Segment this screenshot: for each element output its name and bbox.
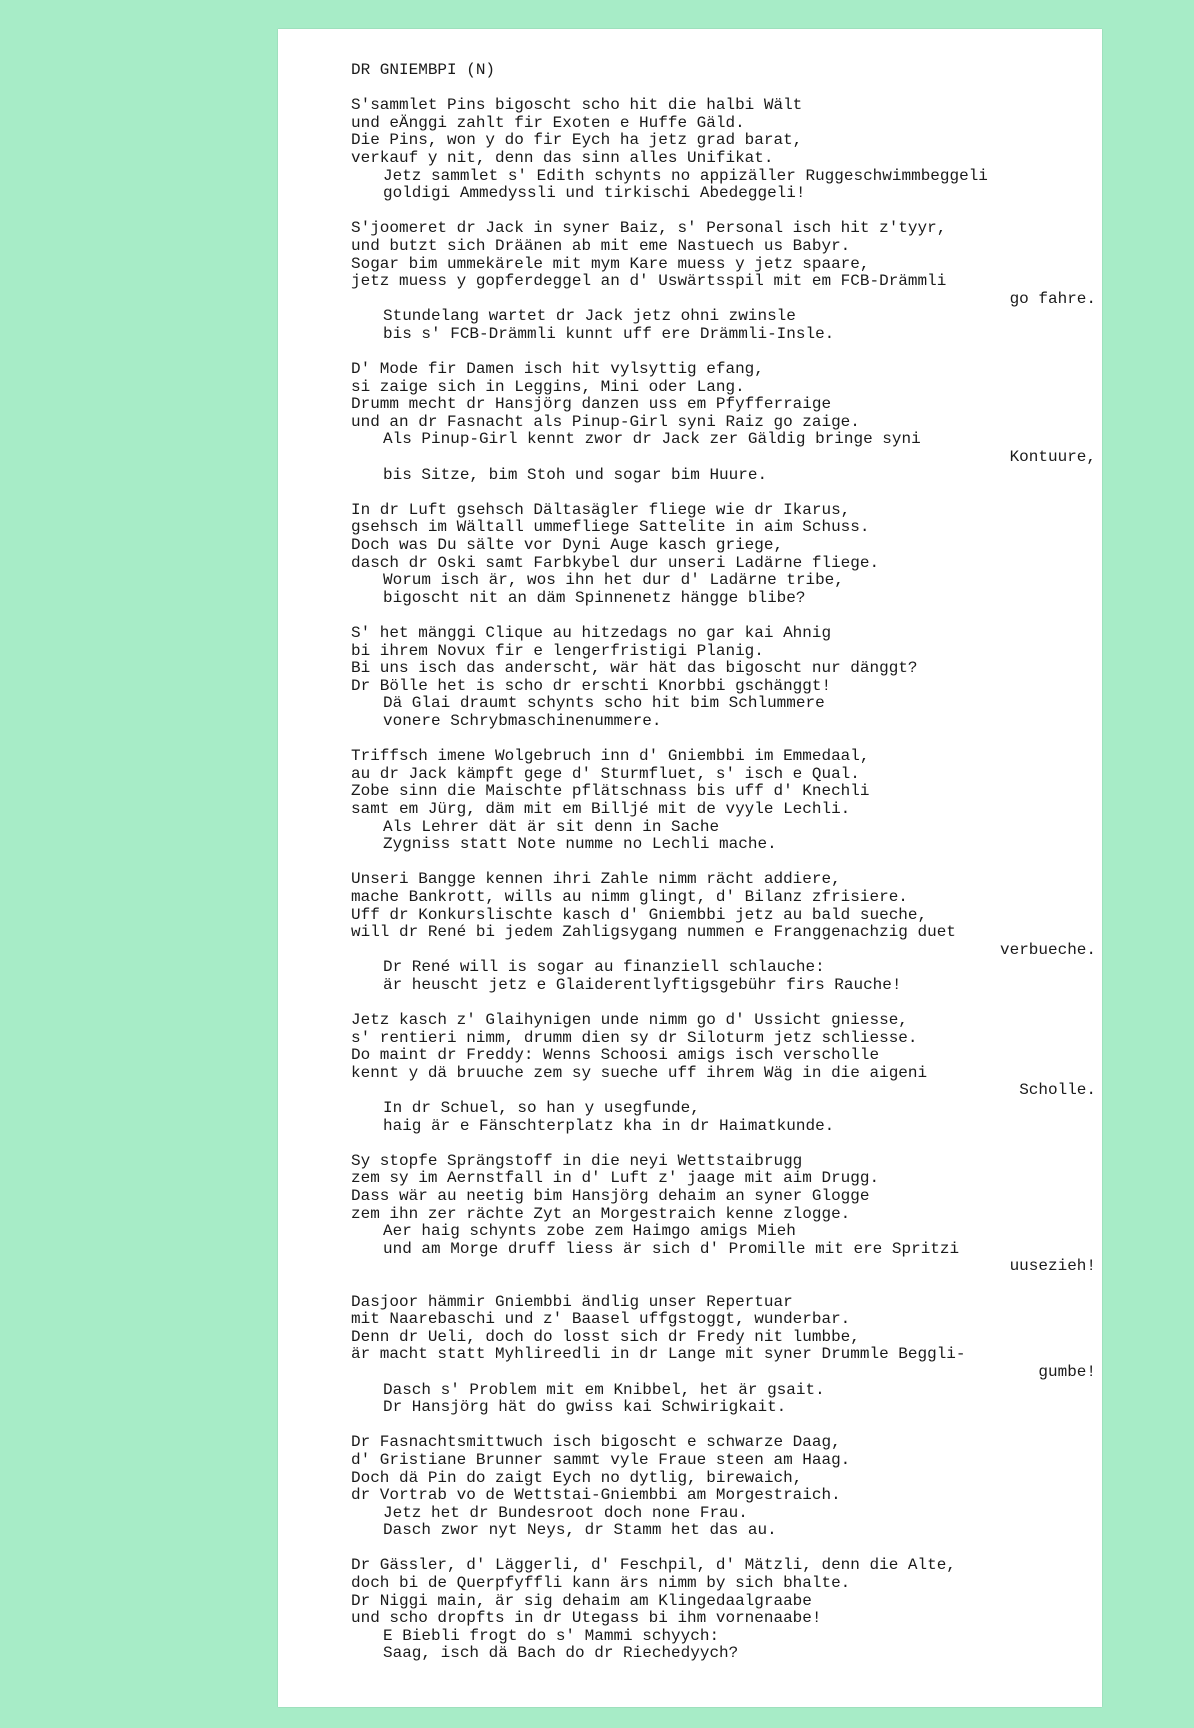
poem-line: samt em Jürg, däm mit em Billjé mit de vyyle Lechli.	[351, 799, 851, 818]
poem-line: Sogar bim ummekärele mit mym Kare muess y jetz spaare,	[351, 254, 870, 273]
poem-line: In dr Luft gsehsch Dältasägler fliege wie dr Ikarus,	[351, 500, 851, 519]
poem-line: Triffsch imene Wolgebruch inn d' Gniembbi im Emmedaal,	[351, 747, 870, 766]
poem-line: är macht statt Myhlireedli in dr Lange mit syner Drummle Beggli-	[351, 1345, 966, 1364]
stanza	[351, 625, 1096, 731]
poem-line-refrain: Jetz sammlet s' Edith schynts no appizäller Ruggeschwimmbeggeli	[383, 166, 988, 185]
poem-line-continuation: go fahre.	[1009, 289, 1096, 308]
poem-line: doch bi de Querpfyffli kann ärs nimm by sich bhalte.	[351, 1574, 851, 1593]
poem-line: Unseri Bangge kennen ihri Zahle nimm rächt addiere,	[351, 870, 841, 889]
poem-line-refrain: Dä Glai draumt schynts scho hit bim Schlummere	[383, 694, 825, 713]
stanza-list	[351, 97, 1096, 1663]
poem-line: Drumm mecht dr Hansjörg danzen uss em Pfyfferraige	[351, 395, 832, 414]
poem-line-refrain: Jetz het dr Bundesroot doch none Frau.	[383, 1503, 748, 1522]
poem-line-refrain: Dr Hansjörg hät do gwiss kai Schwirigkait.	[383, 1398, 787, 1417]
poem-line: Dass wär au neetig bim Hansjörg dehaim an syner Glogge	[351, 1187, 870, 1205]
poem-line-refrain: In dr Schuel, so han y usegfunde,	[383, 1099, 700, 1118]
poem-line: zem ihn zer rächte Zyt an Morgestraich kenne zlogge.	[351, 1204, 851, 1223]
poem-line-refrain: Saag, isch dä Bach do dr Riechedyych?	[383, 1644, 739, 1663]
poem-line-refrain: vonere Schrybmaschinenummere.	[383, 711, 662, 730]
poem-line-refrain: bis s' FCB-Drämmli kunnt uff ere Drämmli-Insle.	[383, 324, 835, 343]
poem-line: Jetz kasch z' Glaihynigen unde nimm go d' Ussicht gniesse,	[351, 1011, 908, 1030]
poem-line-continuation: Scholle.	[1019, 1081, 1096, 1100]
stanza	[351, 1012, 1096, 1135]
poem-line: D' Mode fir Damen isch hit vylsyttig efang,	[351, 360, 764, 379]
poem-line-refrain: goldigi Ammedyssli und tirkischi Abedeggeli!	[383, 184, 806, 203]
poem-line-refrain: Zygniss statt Note numme no Lechli mache.	[383, 835, 777, 854]
poem-line-continuation: uusezieh!	[1009, 1257, 1096, 1276]
poem-line: gsehsch im Wältall ummefliege Sattelite in aim Schuss.	[351, 518, 870, 537]
poem-line: Uff dr Konkurslischte kasch d' Gniembbi jetz au bald sueche,	[351, 905, 928, 924]
poem-line-refrain: Stundelang wartet dr Jack jetz ohni zwinsle	[383, 307, 796, 326]
poem-line: Zobe sinn die Maischte pflätschnass bis uff d' Knechli	[351, 782, 870, 801]
document-page	[278, 29, 1102, 1707]
poem-line: Bi uns isch das anderscht, wär hät das bigoscht nur dänggt?	[351, 659, 918, 678]
poem-line: dasch dr Oski samt Farbkybel dur unseri Ladärne fliege.	[351, 553, 880, 572]
stanza	[351, 1153, 1096, 1276]
poem-line-refrain: Als Pinup-Girl kennt zwor dr Jack zer Gäldig bringe syni	[383, 430, 921, 449]
poem-text	[351, 62, 1096, 1681]
poem-line: s' rentieri nimm, drumm dien sy dr Siloturm jetz schliesse.	[351, 1028, 918, 1047]
poem-line: Do maint dr Freddy: Wenns Schoosi amigs isch verscholle	[351, 1046, 880, 1065]
poem-line: kennt y dä bruuche zem sy sueche uff ihrem Wäg in die aigeni	[351, 1063, 928, 1082]
poem-line: dr Vortrab vo de Wettstai-Gniembbi am Morgestraich.	[351, 1486, 841, 1505]
poem-line-refrain: E Biebli frogt do s' Mammi schyych:	[383, 1626, 720, 1645]
poem-line-refrain: Dasch s' Problem mit em Knibbel, het är gsait.	[383, 1380, 825, 1399]
poem-line-continuation: gumbe!	[1038, 1362, 1096, 1381]
stanza	[351, 502, 1096, 608]
poem-line: mache Bankrott, wills au nimm glingt, d' Bilanz zfrisiere.	[351, 887, 908, 906]
poem-line: si zaige sich in Leggins, Mini oder Lang.	[351, 377, 745, 396]
poem-line: d' Gristiane Brunner sammt vyle Fraue steen am Haag.	[351, 1450, 851, 1469]
poem-line-refrain: Worum isch är, wos ihn het dur d' Ladärne tribe,	[383, 571, 844, 590]
poem-line: Die Pins, won y do fir Eych ha jetz grad barat,	[351, 131, 803, 150]
poem-line: Dr Gässler, d' Läggerli, d' Feschpil, d' Mätzli, denn die Alte,	[351, 1556, 956, 1575]
poem-line: will dr René bi jedem Zahligsygang nummen e Franggenachzig duet	[351, 923, 956, 942]
stanza	[351, 748, 1096, 854]
poem-line: und eÄnggi zahlt fir Exoten e Huffe Gäld.	[351, 113, 745, 132]
poem-line-refrain: Dasch zwor nyt Neys, dr Stamm het das au.	[383, 1521, 777, 1540]
poem-line-continuation: Kontuure,	[1009, 448, 1096, 467]
poem-line-refrain: Als Lehrer dät är sit denn in Sache	[383, 817, 720, 836]
poem-line: und an dr Fasnacht als Pinup-Girl syni Raiz go zaige.	[351, 412, 860, 431]
poem-line-refrain: Dr René will is sogar au finanziell schlauche:	[383, 958, 825, 977]
page-title: DR GNIEMBPI (N)	[351, 61, 496, 79]
poem-line: verkauf y nit, denn das sinn alles Unifikat.	[351, 148, 774, 167]
stanza	[351, 1557, 1096, 1663]
poem-line: Sy stopfe Sprängstoff in die neyi Wettstaibrugg	[351, 1151, 803, 1170]
poem-line-refrain: und am Morge druff liess är sich d' Promille mit ere Spritzi	[383, 1239, 960, 1258]
poem-line: au dr Jack kämpft gege d' Sturmfluet, s' isch e Qual.	[351, 764, 860, 783]
poem-line: Dr Fasnachtsmittwuch isch bigoscht e schwarze Daag,	[351, 1433, 841, 1452]
poem-line-refrain: är heuscht jetz e Glaiderentlyftigsgebühr firs Rauche!	[383, 975, 902, 994]
poem-line-continuation: verbueche.	[999, 940, 1096, 959]
poem-line: S'joomeret dr Jack in syner Baiz, s' Personal isch hit z'tyyr,	[351, 219, 947, 238]
poem-line: S' het mänggi Clique au hitzedags no gar kai Ahnig	[351, 624, 832, 642]
poem-line: Doch dä Pin do zaigt Eych no dytlig, birewaich,	[351, 1468, 803, 1487]
poem-line: Denn dr Ueli, doch do losst sich dr Fredy nit lumbbe,	[351, 1327, 860, 1346]
poem-line: S'sammlet Pins bigoscht scho hit die halbi Wält	[351, 96, 803, 115]
poem-line: jetz muess y gopferdeggel an d' Uswärtsspil mit em FCB-Drämmli	[351, 272, 947, 291]
poem-line: Dasjoor hämmir Gniembbi ändlig unser Repertuar	[351, 1292, 793, 1311]
poem-line-refrain: bigoscht nit an däm Spinnenetz hängge blibe?	[383, 588, 806, 607]
poem-line-refrain: haig är e Fänschterplatz kha in dr Haimatkunde.	[383, 1116, 835, 1135]
poem-line: zem sy im Aernstfall in d' Luft z' jaage mit aim Drugg.	[351, 1169, 880, 1188]
poem-line: und butzt sich Dräänen ab mit eme Nastuech us Babyr.	[351, 236, 851, 255]
stanza	[351, 1294, 1096, 1417]
poem-line: mit Naarebaschi und z' Baasel uffgstoggt, wunderbar.	[351, 1310, 851, 1329]
stanza	[351, 220, 1096, 343]
poem-line: Doch was Du sälte vor Dyni Auge kasch griege,	[351, 536, 784, 555]
poem-line: Dr Niggi main, är sig dehaim am Klingedaalgraabe	[351, 1591, 812, 1610]
stanza	[351, 361, 1096, 484]
stanza	[351, 97, 1096, 203]
poem-line: bi ihrem Novux fir e lengerfristigi Planig.	[351, 641, 764, 660]
poem-line-refrain: Aer haig schynts zobe zem Haimgo amigs Mieh	[383, 1222, 796, 1241]
stanza	[351, 871, 1096, 994]
stanza	[351, 1434, 1096, 1540]
poem-line: Dr Bölle het is scho dr erschti Knorbbi gschänggt!	[351, 676, 832, 695]
poem-line-refrain: bis Sitze, bim Stoh und sogar bim Huure.	[383, 465, 768, 484]
poem-line: und scho dropfts in dr Utegass bi ihm vornenaabe!	[351, 1609, 822, 1628]
